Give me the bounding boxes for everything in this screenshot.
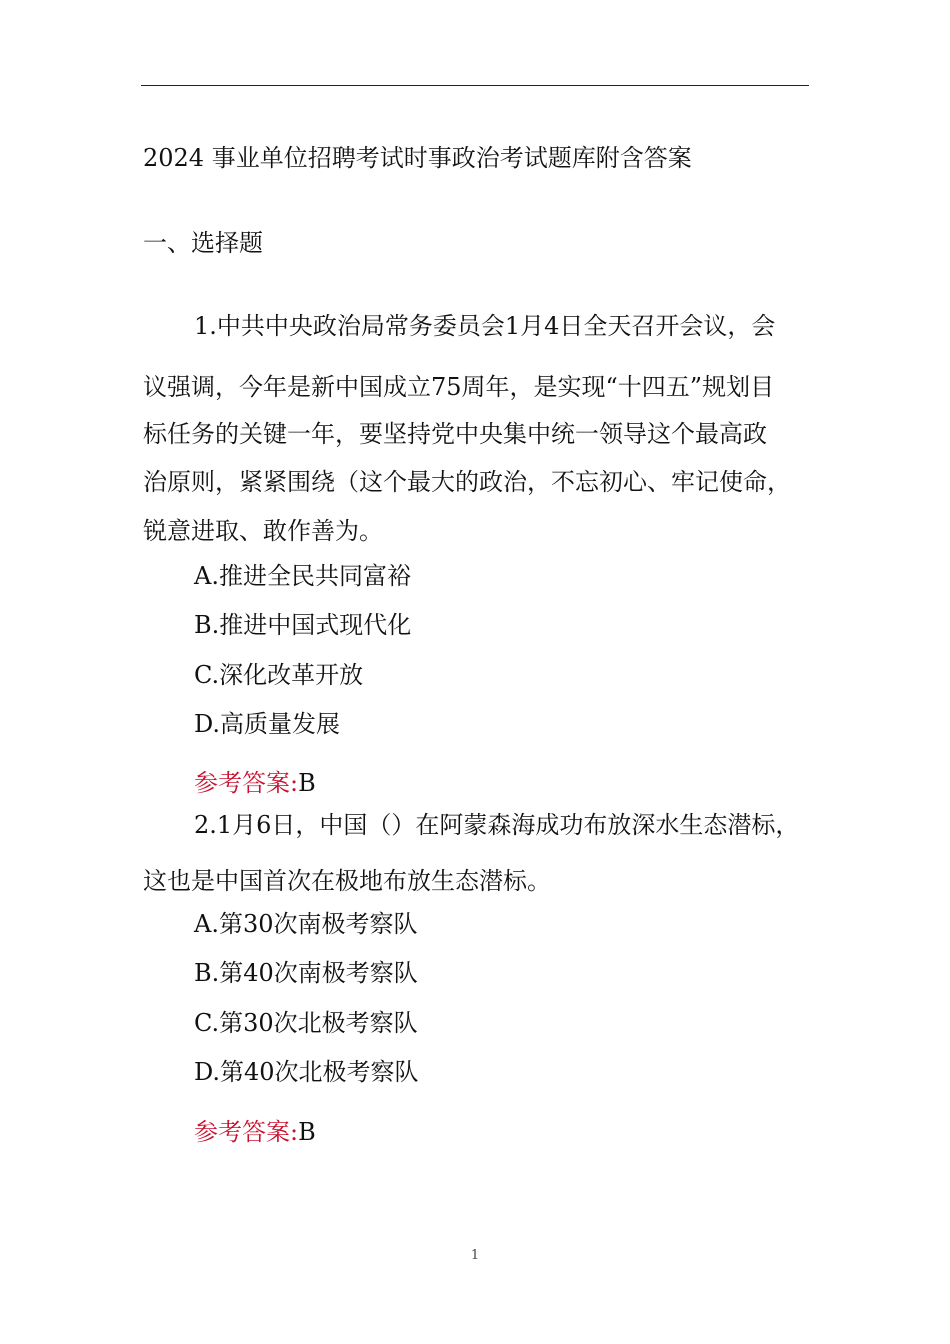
question-2-option-d: D.第40次北极考察队 (194, 1058, 419, 1086)
answer-value: B (298, 769, 316, 797)
answer-label: 参考答案: (194, 769, 299, 797)
page-number: 1 (470, 1248, 480, 1263)
header-rule (141, 85, 809, 86)
question-2-line-1: 2.1月6日，中国（）在阿蒙森海成功布放深水生态潜标， (194, 811, 800, 839)
question-1-line-3: 标任务的关键一年，要坚持党中央集中统一领导这个最高政 (143, 420, 767, 448)
question-2-line-2: 这也是中国首次在极地布放生态潜标。 (143, 867, 551, 895)
question-1-answer (194, 768, 316, 798)
question-1-option-a: A.推进全民共同富裕 (194, 562, 411, 590)
section-heading: 一、选择题 (143, 229, 263, 257)
question-1-line-1: 1.中共中央政治局常务委员会1月4日全天召开会议，会 (194, 312, 776, 340)
question-1-line-5: 锐意进取、敢作善为。 (143, 517, 383, 545)
question-2-answer (194, 1117, 316, 1147)
answer-label: 参考答案: (194, 1118, 299, 1146)
question-1-option-b: B.推进中国式现代化 (194, 611, 412, 639)
question-1-option-c: C.深化改革开放 (194, 661, 364, 689)
question-2-option-b: B.第40次南极考察队 (194, 959, 418, 987)
question-1-line-2: 议强调，今年是新中国成立75周年，是实现“十四五”规划目 (143, 373, 775, 401)
question-1-line-4: 治原则，紧紧围绕（这个最大的政治，不忘初心、牢记使命， (143, 468, 791, 496)
answer-value: B (298, 1118, 316, 1146)
document-title: 2024 事业单位招聘考试时事政治考试题库附含答案 (143, 144, 692, 172)
question-2-option-c: C.第30次北极考察队 (194, 1009, 418, 1037)
question-1-option-d: D.高质量发展 (194, 710, 341, 738)
question-2-option-a: A.第30次南极考察队 (194, 910, 418, 938)
